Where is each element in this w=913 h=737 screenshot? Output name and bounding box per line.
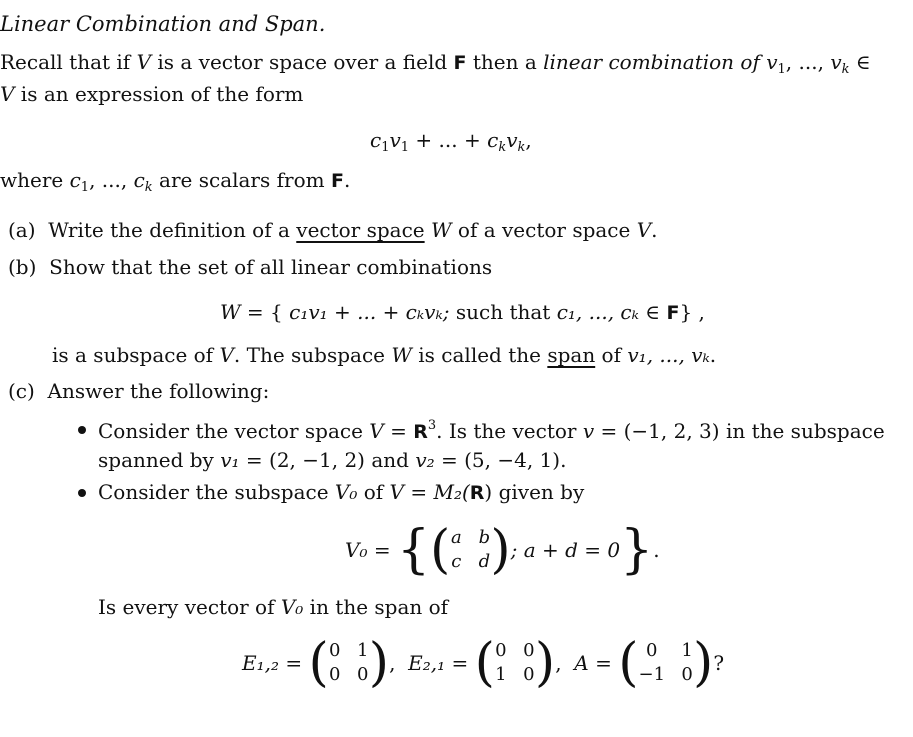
- part-c-label: (c): [8, 379, 35, 403]
- part-c: (c) Answer the following:: [8, 379, 270, 403]
- E12-matrix: 0 1 0 0: [329, 640, 369, 685]
- term-linear-combination: linear combination of: [543, 50, 760, 74]
- span-question: Is every vector of V₀ in the span of: [98, 595, 449, 619]
- intro-line-1: Recall that if V is a vector space over a field F then a linear combination of $v_1$, ..., $v_k$ ∈: [0, 50, 871, 77]
- part-b: (b) Show that the set of all linear combinations: [8, 255, 493, 279]
- matrices-line: E₁,₂ = ( 0 1 0 0 ) , E₂,₁ = ( 0 0 1 0 ) , A = ( 0 1 −1 0 ) ?: [242, 633, 725, 693]
- section-title: Linear Combination and Span.: [0, 12, 326, 36]
- part-a: (a) Write the definition of a vector space W of a vector space V.: [8, 218, 658, 242]
- span-set-definition: W = { c₁v₁ + ... + cₖvₖ; such that c₁, ..., cₖ ∈ F} ,: [220, 300, 705, 324]
- term-vector-space: vector space: [296, 218, 425, 242]
- bullet-icon: [78, 489, 86, 497]
- E21-matrix: 0 0 1 0: [495, 640, 535, 685]
- bullet-icon: [78, 426, 86, 434]
- where-line: where $c_1$, ..., $c_k$ are scalars from F.: [0, 168, 351, 195]
- V0-definition: V₀ = { ( a b c d ) ; a + d = 0 } .: [345, 520, 660, 580]
- part-b-subspace-line: is a subspace of V. The subspace W is called the span of v₁, ..., vₖ.: [52, 343, 717, 367]
- A-matrix: 0 1 −1 0: [638, 640, 693, 685]
- intro-line-2: V is an expression of the form: [0, 82, 304, 106]
- linear-combination-expression: $c_1v_1$ + ... + $c_kv_k$,: [370, 128, 532, 155]
- V0-matrix: a b c d: [450, 527, 491, 572]
- bullet-2-line: Consider the subspace V₀ of V = M₂(R) given by: [98, 480, 585, 504]
- part-b-label: (b): [8, 255, 37, 279]
- term-span: span: [547, 343, 596, 367]
- part-a-label: (a): [8, 218, 36, 242]
- bullet-1-line-1: Consider the vector space $V = R^3$. Is the vector v = (−1, 2, 3) in the subspace: [98, 418, 885, 443]
- bullet-1-line-2: spanned by v₁ = (2, −1, 2) and v₂ = (5, −4, 1).: [98, 448, 567, 472]
